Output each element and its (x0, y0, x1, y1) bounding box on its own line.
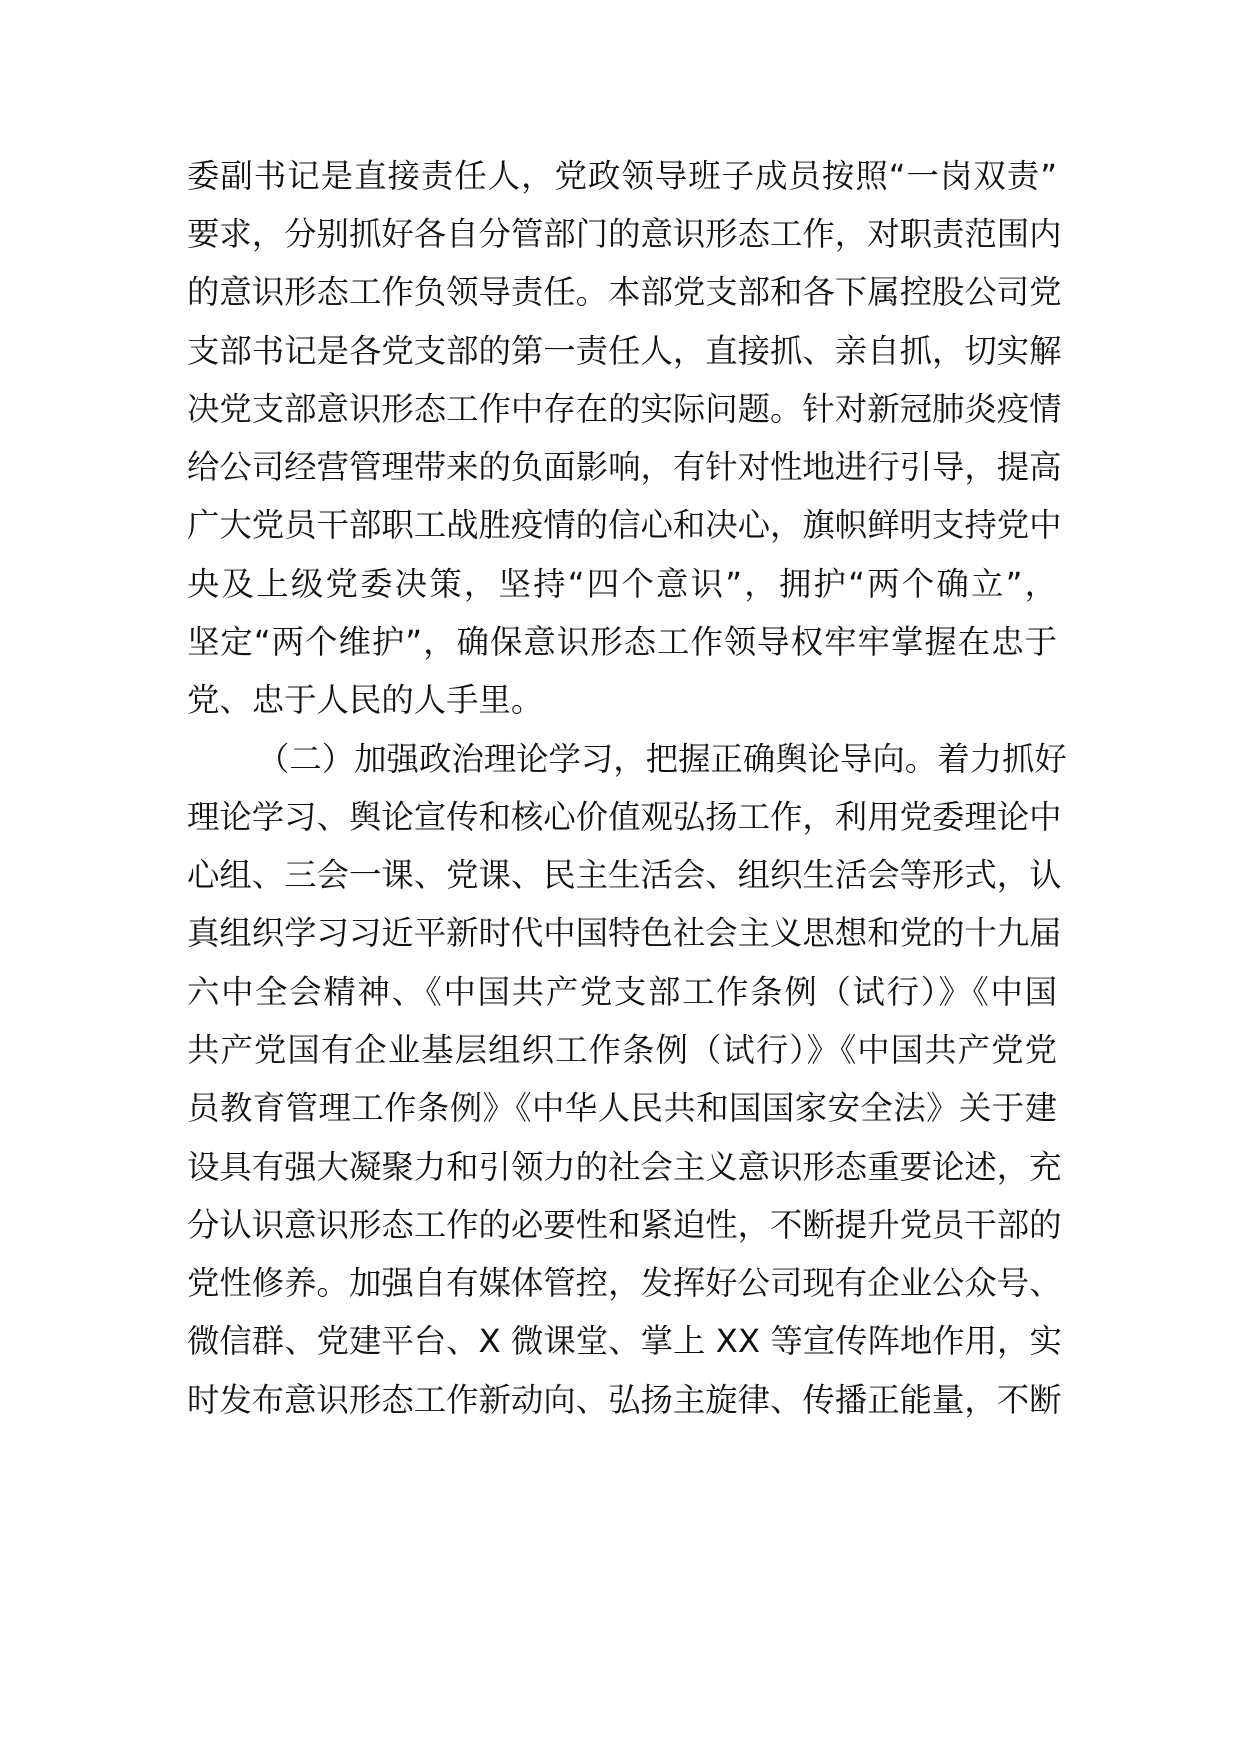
section-heading-line: （二）加强政治理论学习，把握正确舆论导向。着力抓好 (257, 740, 1067, 778)
text-line: 真组织学习习近平新时代中国特色社会主义思想和党的十九届 (187, 914, 1062, 952)
text-line: 分认识意识形态工作的必要性和紧迫性，不断提升党员干部的 (187, 1206, 1062, 1244)
text-line: 给公司经营管理带来的负面影响，有针对性地进行引导，提高 (187, 448, 1062, 486)
text-line: 党、忠于人民的人手里。 (187, 681, 544, 719)
text-line: 要求，分别抓好各自分管部门的意识形态工作，对职责范围内 (187, 215, 1062, 253)
text-line: 时发布意识形态工作新动向、弘扬主旋律、传播正能量，不断 (187, 1381, 1062, 1419)
text-line: 央及上级党委决策，坚持“四个意识”，拥护“两个确立”， (187, 565, 1057, 603)
text-line: 理论学习、舆论宣传和核心价值观弘扬工作，利用党委理论中 (187, 798, 1062, 836)
text-line: 微信群、党建平台、X 微课堂、掌上 XX 等宣传阵地作用，实 (187, 1322, 1062, 1360)
text-line: 广大党员干部职工战胜疫情的信心和决心，旗帜鲜明支持党中 (187, 506, 1062, 544)
text-line: 设具有强大凝聚力和引领力的社会主义意识形态重要论述，充 (187, 1148, 1062, 1186)
text-line: 心组、三会一课、党课、民主生活会、组织生活会等形式，认 (187, 856, 1062, 894)
text-line: 委副书记是直接责任人，党政领导班子成员按照“一岗双责” (187, 157, 1057, 195)
text-line: 共产党国有企业基层组织工作条例（试行）》《中国共产党党 (187, 1031, 1057, 1069)
text-line: 决党支部意识形态工作中存在的实际问题。针对新冠肺炎疫情 (187, 390, 1062, 428)
text-line: 的意识形态工作负领导责任。本部党支部和各下属控股公司党 (187, 273, 1062, 311)
text-line: 党性修养。加强自有媒体管控，发挥好公司现有企业公众号、 (187, 1264, 1062, 1302)
text-line: 员教育管理工作条例》《中华人民共和国国家安全法》关于建 (187, 1089, 1057, 1127)
text-line: 支部书记是各党支部的第一责任人，直接抓、亲自抓，切实解 (187, 332, 1062, 370)
text-line: 坚定“两个维护”，确保意识形态工作领导权牢牢掌握在忠于 (187, 623, 1057, 661)
text-line: 六中全会精神、《中国共产党支部工作条例（试行）》《中国 (187, 973, 1057, 1011)
